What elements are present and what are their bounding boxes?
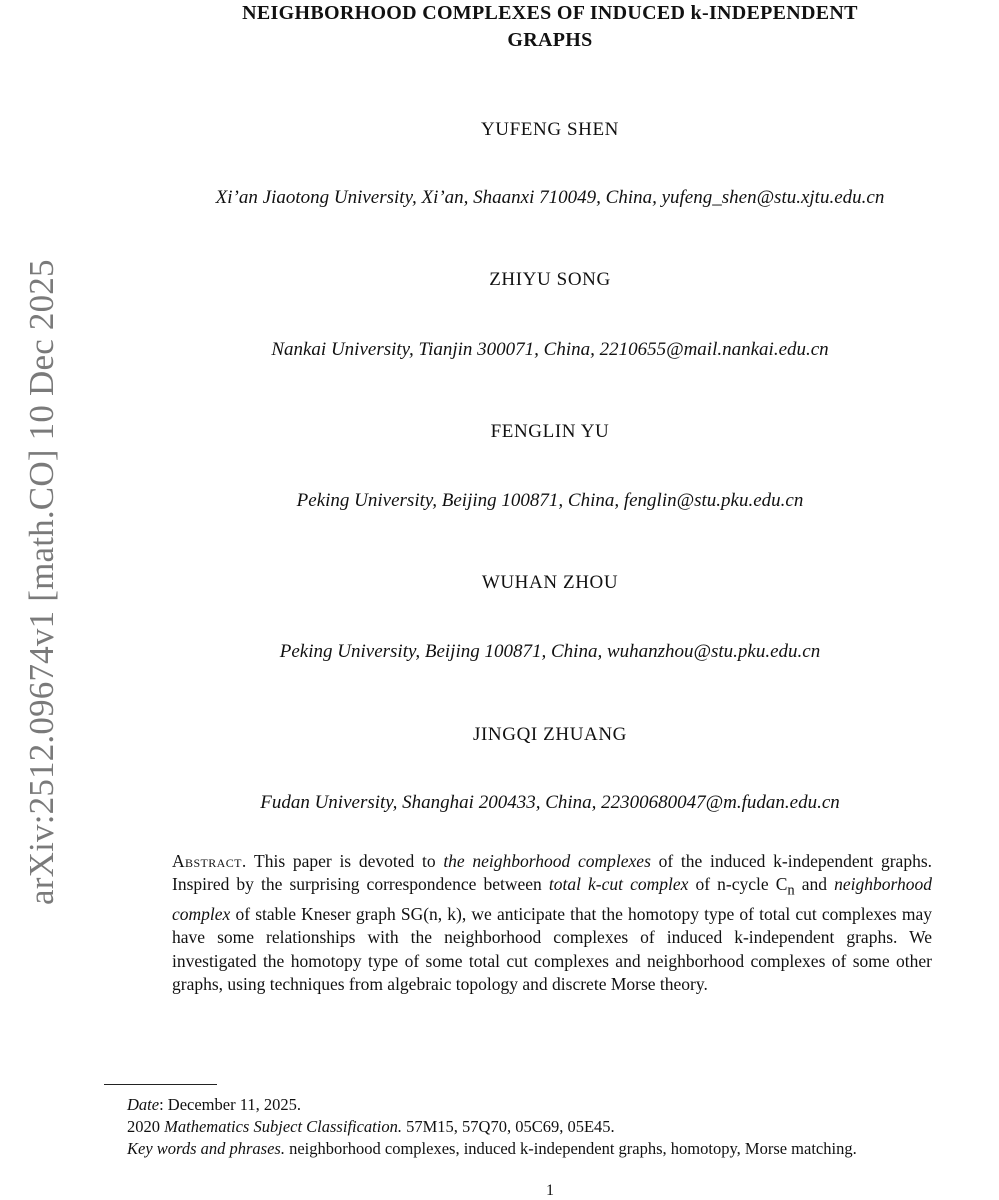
date-value: : December 11, 2025. — [159, 1095, 301, 1114]
author-affiliation: Nankai University, Tianjin 300071, China, 2210655@mail.nankai.edu.cn — [271, 339, 829, 360]
abstract-emphasis: neighborhood complex — [172, 874, 933, 925]
footnote-keywords — [104, 1138, 999, 1160]
keywords-value: neighborhood complexes, induced k-independent graphs, homotopy, Morse matching. — [289, 1139, 857, 1158]
date-label: Date — [127, 1095, 160, 1114]
footnote-date — [104, 1094, 999, 1116]
paper-title — [100, 0, 999, 54]
subscript-n: n — [787, 882, 795, 899]
abstract-emphasis: the neighborhood complexes — [443, 851, 651, 871]
abstract — [172, 850, 932, 996]
msc-label: Mathematics Subject Classification. — [164, 1117, 402, 1136]
msc-value: 57M15, 57Q70, 05C69, 05E45. — [406, 1117, 615, 1136]
abstract-heading: Abstract. — [172, 851, 247, 871]
author-name: JINGQI ZHUANG — [473, 724, 627, 745]
title-line-2: GRAPHS — [507, 29, 593, 51]
arxiv-stamp: arXiv:2512.09674v1 [math.CO] 10 Dec 2025 — [22, 259, 61, 905]
author-name: ZHIYU SONG — [489, 269, 611, 290]
author-affiliation: Peking University, Beijing 100871, China, fenglin@stu.pku.edu.cn — [296, 490, 804, 511]
footnote-rule — [104, 1084, 217, 1085]
author-affiliation: Peking University, Beijing 100871, China, wuhanzhou@stu.pku.edu.cn — [279, 641, 821, 662]
author-name: FENGLIN YU — [490, 421, 610, 442]
page-number: 1 — [546, 1182, 554, 1199]
author-affiliation: Fudan University, Shanghai 200433, China, 22300680047@m.fudan.edu.cn — [260, 792, 840, 813]
abstract-text: of stable Kneser graph SG(n, k), we anticipate that the homotopy type of total cut complexes may have some relationships with the neighborhood complexes of induced k-independent graphs. We investigated the homotopy type of some total cut complexes and neighborhood complexes of some other graphs, using techniques from algebraic topology and discrete Morse theory. — [172, 904, 932, 994]
author-affiliation: Xi’an Jiaotong University, Xi’an, Shaanxi 710049, China, yufeng_shen@stu.xjtu.edu.cn — [215, 187, 885, 208]
abstract-text: of n-cycle C — [695, 874, 788, 895]
msc-year: 2020 — [127, 1117, 160, 1136]
abstract-text: This paper is devoted to — [254, 851, 436, 871]
abstract-text: of the induced k-independent graphs. Inspired by the surprising correspondence between — [172, 851, 933, 895]
abstract-text: and — [801, 874, 828, 895]
author-name: WUHAN ZHOU — [481, 572, 619, 593]
keywords-label: Key words and phrases. — [127, 1139, 285, 1158]
title-line-1: NEIGHBORHOOD COMPLEXES OF INDUCED k-INDEPENDENT — [242, 2, 858, 24]
footnote-msc — [104, 1116, 999, 1138]
author-name: YUFENG SHEN — [480, 119, 620, 140]
abstract-emphasis: total k-cut complex — [548, 874, 689, 895]
